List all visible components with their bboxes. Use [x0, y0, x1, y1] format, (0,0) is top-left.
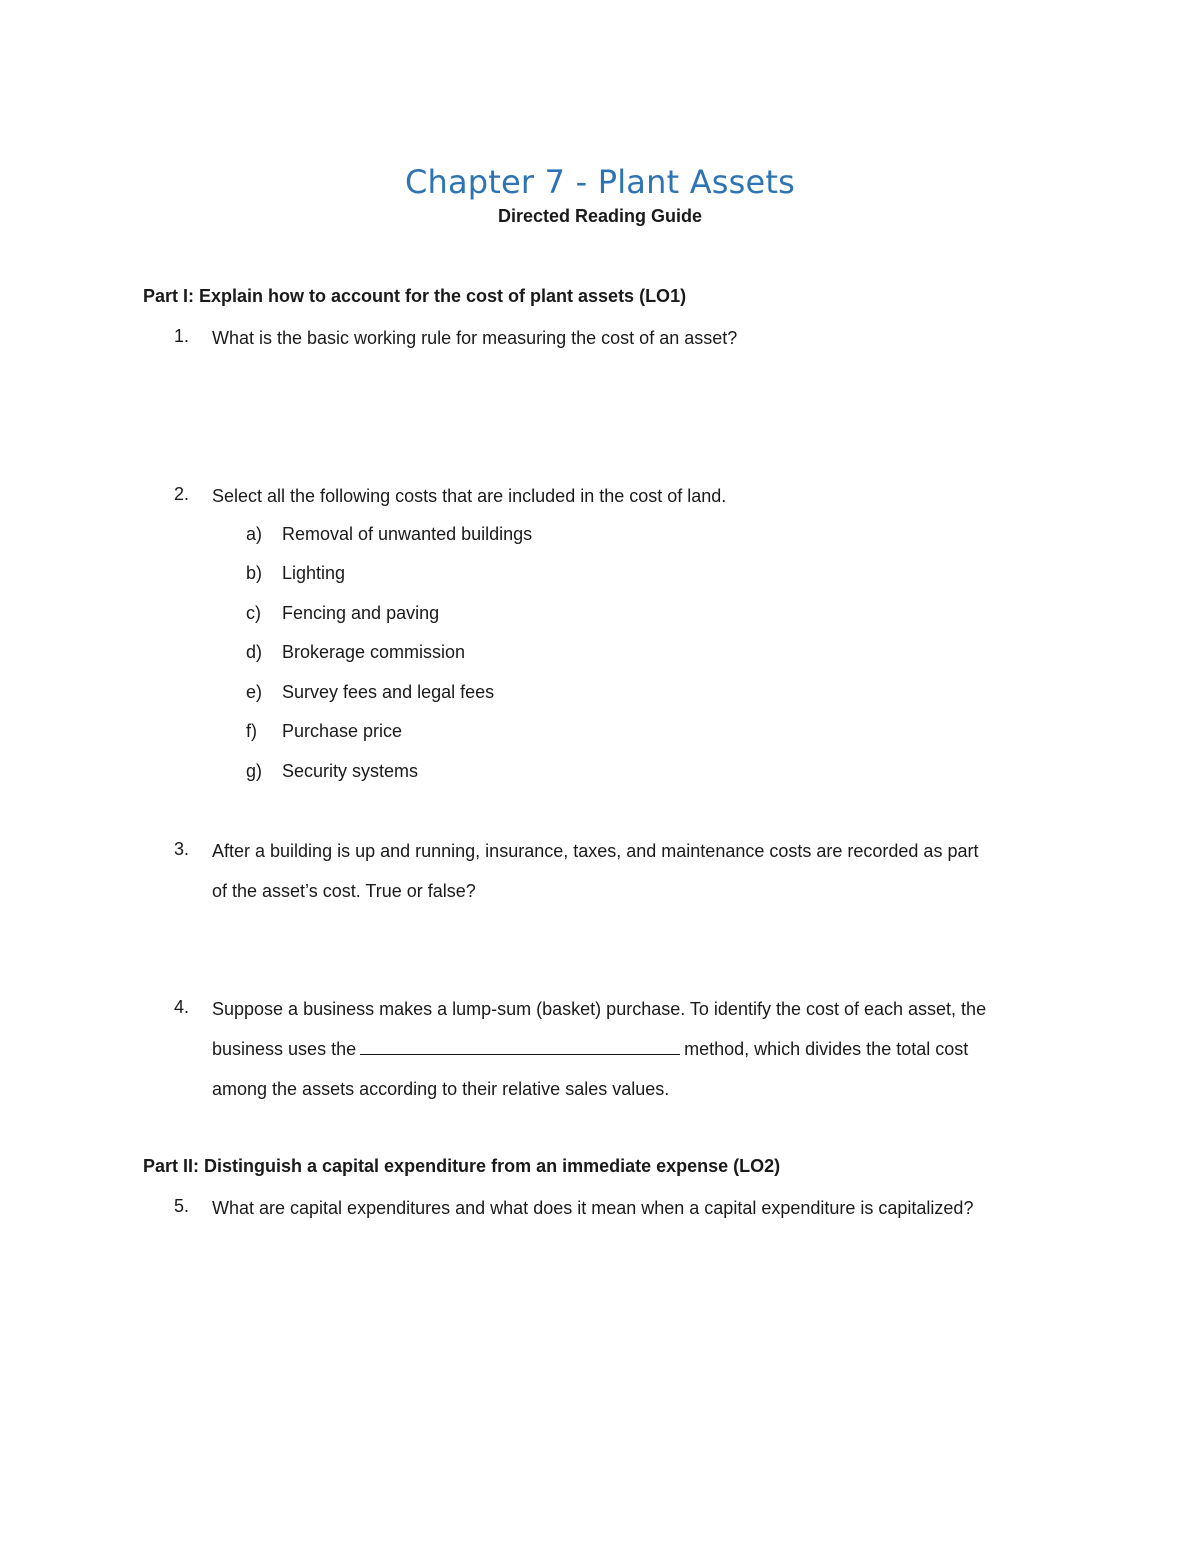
option-text: Lighting — [282, 563, 346, 583]
part-1-heading: Part I: Explain how to account for the cost of plant assets (LO1) — [143, 286, 687, 306]
option-text: Survey fees and legal fees — [282, 682, 495, 702]
question-text: What is the basic working rule for measuring the cost of an asset? — [212, 328, 738, 348]
option-letter: g) — [246, 761, 263, 781]
option-letter: d) — [246, 642, 263, 662]
option-letter: e) — [246, 682, 263, 702]
option-letter: f) — [246, 721, 257, 741]
part-2-heading: Part II: Distinguish a capital expenditure from an immediate expense (LO2) — [143, 1156, 781, 1176]
question-number: 1. — [174, 326, 190, 346]
question-number: 2. — [174, 484, 190, 504]
fill-in-blank[interactable] — [360, 1034, 680, 1055]
option-letter: a) — [246, 524, 263, 544]
option-text: Purchase price — [282, 721, 403, 741]
question-text: Select all the following costs that are included in the cost of land. — [212, 486, 727, 506]
question-text: Suppose a business makes a lump-sum (basket) purchase. To identify the cost of each asset, the business uses the method, which divides the total cost among the assets according to their relative sales values. — [212, 999, 987, 1099]
option-letter: c) — [246, 603, 261, 623]
option-text: Removal of unwanted buildings — [282, 524, 533, 544]
question-text: After a building is up and running, insurance, taxes, and maintenance costs are recorded as part of the asset’s cost. True or false? — [212, 841, 979, 901]
page-title: Chapter 7 - Plant Assets — [404, 163, 796, 201]
option-letter: b) — [246, 563, 263, 583]
question-text: What are capital expenditures and what does it mean when a capital expenditure is capitalized? — [212, 1198, 974, 1218]
option-text: Fencing and paving — [282, 603, 440, 623]
question-number: 4. — [174, 997, 190, 1017]
question-number: 3. — [174, 839, 190, 859]
option-text: Security systems — [282, 761, 419, 781]
question-number: 5. — [174, 1196, 190, 1216]
page-subtitle: Directed Reading Guide — [497, 206, 703, 226]
option-text: Brokerage commission — [282, 642, 466, 662]
